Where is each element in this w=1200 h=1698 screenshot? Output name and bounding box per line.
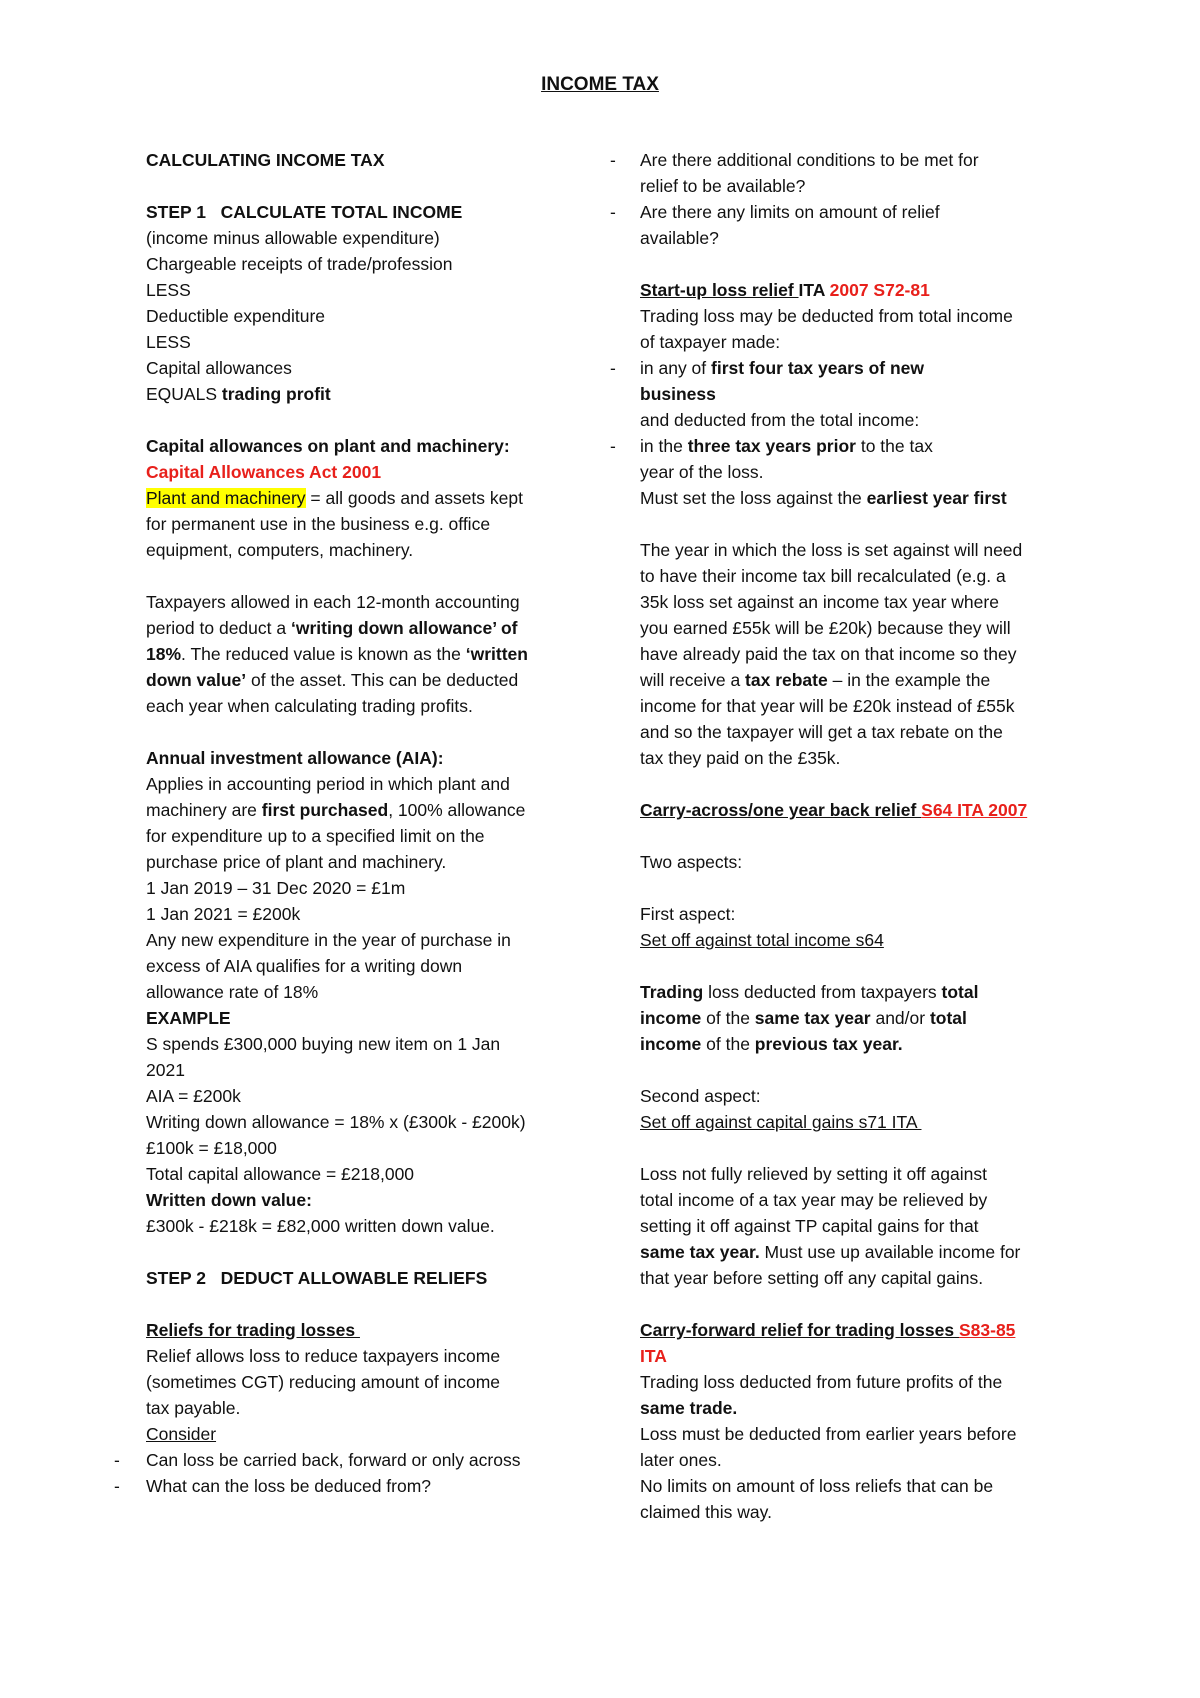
text-line: allowance rate of 18%	[146, 982, 319, 1002]
text-line: Trading loss may be deducted from total income	[640, 306, 1013, 326]
text-fragment: will receive a	[640, 670, 746, 690]
text-fragment: trading profit	[221, 384, 331, 404]
text-line: Taxpayers allowed in each 12-month accounting	[146, 592, 520, 612]
dash-bullet: -	[610, 358, 616, 378]
list-item	[574, 199, 1070, 251]
example-heading: EXAMPLE	[146, 1008, 231, 1028]
subheading: Reliefs for trading losses	[146, 1320, 360, 1340]
text-line: Consider	[146, 1424, 217, 1444]
text-fragment: . The reduced value is known as the	[181, 644, 466, 664]
text-fragment: Must set the loss against the	[640, 488, 867, 508]
text-line: claimed this way.	[640, 1502, 772, 1522]
text-line: (income minus allowable expenditure)	[146, 228, 440, 248]
text-line: Written down value:	[146, 1190, 312, 1210]
text-line: Total capital allowance = £218,000	[146, 1164, 415, 1184]
right-column	[610, 147, 1070, 1525]
text-fragment: income	[640, 1034, 702, 1054]
text-line: Capital allowances	[146, 358, 292, 378]
text-line: you earned £55k will be £20k) because they will	[640, 618, 1011, 638]
text-line: £300k - £218k = £82,000 written down value.	[146, 1216, 495, 1236]
text-fragment: to the tax year of the loss.	[640, 436, 938, 482]
list-item	[80, 1447, 576, 1473]
text-fragment: ‘written	[465, 644, 528, 664]
text-line: Trading loss deducted from future profits of the	[640, 1372, 1003, 1392]
text-line: same trade.	[640, 1398, 738, 1418]
text-line: each year when calculating trading profits.	[146, 696, 473, 716]
text-line: LESS	[146, 280, 191, 300]
section-heading: CALCULATING INCOME TAX	[146, 150, 385, 170]
text-fragment: same tax year	[754, 1008, 871, 1028]
text-line	[640, 1005, 1070, 1031]
text-line: Applies in accounting period in which plant and	[146, 774, 510, 794]
text-line: (sometimes CGT) reducing amount of income	[146, 1372, 501, 1392]
subheading	[640, 277, 1070, 303]
text-line: excess of AIA qualifies for a writing down	[146, 956, 463, 976]
text-line: purchase price of plant and machinery.	[146, 852, 447, 872]
text-fragment: first purchased	[261, 800, 389, 820]
text-line: Relief allows loss to reduce taxpayers income	[146, 1346, 501, 1366]
list-item	[574, 147, 1070, 199]
text-fragment: – in the example the	[827, 670, 991, 690]
list-item-text	[640, 355, 960, 407]
dash-bullet: -	[114, 1476, 120, 1496]
text-line: 1 Jan 2021 = £200k	[146, 904, 301, 924]
list-item	[574, 433, 1070, 485]
text-line	[640, 979, 1070, 1005]
step2-heading: STEP 2 DEDUCT ALLOWABLE RELIEFS	[146, 1268, 488, 1288]
text-fragment: of the	[701, 1034, 755, 1054]
text-line: No limits on amount of loss reliefs that can be	[640, 1476, 994, 1496]
text-fragment: income	[640, 1008, 702, 1028]
text-fragment: = all goods and assets kept	[305, 488, 523, 508]
text-line: Set off against capital gains s71 ITA	[640, 1112, 922, 1132]
list-item	[80, 1473, 576, 1499]
text-fragment: in the	[640, 436, 688, 456]
legislation-ref: S83-85	[958, 1320, 1016, 1340]
text-fragment: of the	[701, 1008, 755, 1028]
text-fragment: 18%	[146, 644, 182, 664]
list-item	[574, 355, 1070, 407]
text-fragment: ‘writing down allowance’ of	[290, 618, 518, 638]
text-line: Deductible expenditure	[146, 306, 326, 326]
text-fragment: Must use up available income for	[759, 1242, 1021, 1262]
text-fragment: three tax years prior	[687, 436, 856, 456]
text-line: and so the taxpayer will get a tax rebate on the	[640, 722, 1003, 742]
text-fragment: Carry-across/one year back relief	[640, 800, 922, 820]
text-fragment: period to deduct a	[146, 618, 291, 638]
subheading	[640, 797, 1070, 823]
text-fragment: total	[941, 982, 979, 1002]
subheading: Capital allowances on plant and machinery:	[146, 436, 510, 456]
text-fragment: Start-up loss relief	[640, 280, 799, 300]
text-line: equipment, computers, machinery.	[146, 540, 414, 560]
text-line	[146, 667, 576, 693]
text-line: total income of a tax year may be relieved by	[640, 1190, 988, 1210]
text-line: Writing down allowance = 18% x (£300k - £200k)	[146, 1112, 526, 1132]
text-line	[146, 797, 576, 823]
text-fragment: down value’	[146, 670, 247, 690]
page-title: INCOME TAX	[541, 74, 659, 95]
dash-bullet: -	[610, 436, 616, 456]
text-line	[146, 485, 576, 511]
subheading	[640, 1317, 1070, 1343]
list-item-text: Are there additional conditions to be met for relief to be available?	[640, 150, 979, 196]
text-line	[146, 615, 576, 641]
text-line: to have their income tax bill recalculated (e.g. a	[640, 566, 1006, 586]
text-fragment: and/or	[870, 1008, 930, 1028]
text-line: that year before setting off any capital gains.	[640, 1268, 984, 1288]
text-fragment: same tax year.	[640, 1242, 760, 1262]
text-fragment: Trading	[640, 982, 704, 1002]
text-line: of taxpayer made:	[640, 332, 781, 352]
text-line: The year in which the loss is set against will need	[640, 540, 1023, 560]
text-line: Any new expenditure in the year of purchase in	[146, 930, 511, 950]
step1-heading: STEP 1 CALCULATE TOTAL INCOME	[146, 202, 463, 222]
text-line: Chargeable receipts of trade/profession	[146, 254, 453, 274]
text-line: £100k = £18,000	[146, 1138, 277, 1158]
legislation-ref: Capital Allowances Act 2001	[146, 462, 382, 482]
dash-bullet: -	[610, 202, 616, 222]
subheading: Annual investment allowance (AIA):	[146, 748, 444, 768]
text-fragment: Carry-forward relief for trading losses	[640, 1320, 959, 1340]
text-line: 1 Jan 2019 – 31 Dec 2020 = £1m	[146, 878, 406, 898]
text-line: setting it off against TP capital gains for that	[640, 1216, 979, 1236]
text-fragment: first four tax years of new business	[640, 358, 925, 404]
text-fragment: ITA	[798, 280, 830, 300]
text-fragment: in any of	[640, 358, 712, 378]
text-line	[146, 641, 576, 667]
text-line: Two aspects:	[640, 852, 743, 872]
text-line: First aspect:	[640, 904, 736, 924]
text-fragment: tax rebate	[745, 670, 828, 690]
text-fragment: total	[929, 1008, 967, 1028]
text-line	[146, 381, 576, 407]
text-line: 2021	[146, 1060, 185, 1080]
text-fragment: of the asset. This can be deducted	[246, 670, 519, 690]
text-fragment: earliest year first	[866, 488, 1007, 508]
list-item-text: Can loss be carried back, forward or only across	[146, 1450, 521, 1470]
legislation-ref: S64 ITA 2007	[921, 800, 1028, 820]
text-line: Set off against total income s64	[640, 930, 884, 950]
legislation-ref: 2007 S72-81	[829, 280, 930, 300]
text-fragment: , 100% allowance	[388, 800, 526, 820]
left-column	[114, 147, 576, 1499]
list-item-text	[640, 433, 970, 485]
text-line: tax payable.	[146, 1398, 241, 1418]
text-line	[640, 1031, 1070, 1057]
dash-bullet: -	[610, 150, 616, 170]
text-fragment: machinery are	[146, 800, 262, 820]
highlighted-term: Plant and machinery	[146, 488, 306, 508]
text-line: AIA = £200k	[146, 1086, 241, 1106]
text-line: have already paid the tax on that income so they	[640, 644, 1017, 664]
text-line: tax they paid on the £35k.	[640, 748, 841, 768]
text-line	[640, 1239, 1070, 1265]
legislation-ref: ITA	[640, 1346, 667, 1366]
text-line: Second aspect:	[640, 1086, 761, 1106]
text-line	[640, 667, 1070, 693]
text-fragment: previous tax year.	[754, 1034, 903, 1054]
text-line: income for that year will be £20k instead of £55k	[640, 696, 1015, 716]
text-fragment: EQUALS	[146, 384, 222, 404]
dash-bullet: -	[114, 1450, 120, 1470]
text-line: and deducted from the total income:	[640, 410, 920, 430]
text-line: for expenditure up to a specified limit on the	[146, 826, 485, 846]
text-line: 35k loss set against an income tax year where	[640, 592, 999, 612]
text-line: S spends £300,000 buying new item on 1 Jan	[146, 1034, 501, 1054]
text-fragment: loss deducted from taxpayers	[703, 982, 942, 1002]
text-line: Loss must be deducted from earlier years before	[640, 1424, 1017, 1444]
text-line	[640, 485, 1070, 511]
text-line: LESS	[146, 332, 191, 352]
text-line: Loss not fully relieved by setting it off against	[640, 1164, 987, 1184]
list-item-text: Are there any limits on amount of relief available?	[640, 202, 940, 248]
text-line: for permanent use in the business e.g. office	[146, 514, 491, 534]
list-item-text: What can the loss be deduced from?	[146, 1476, 432, 1496]
text-line: later ones.	[640, 1450, 722, 1470]
